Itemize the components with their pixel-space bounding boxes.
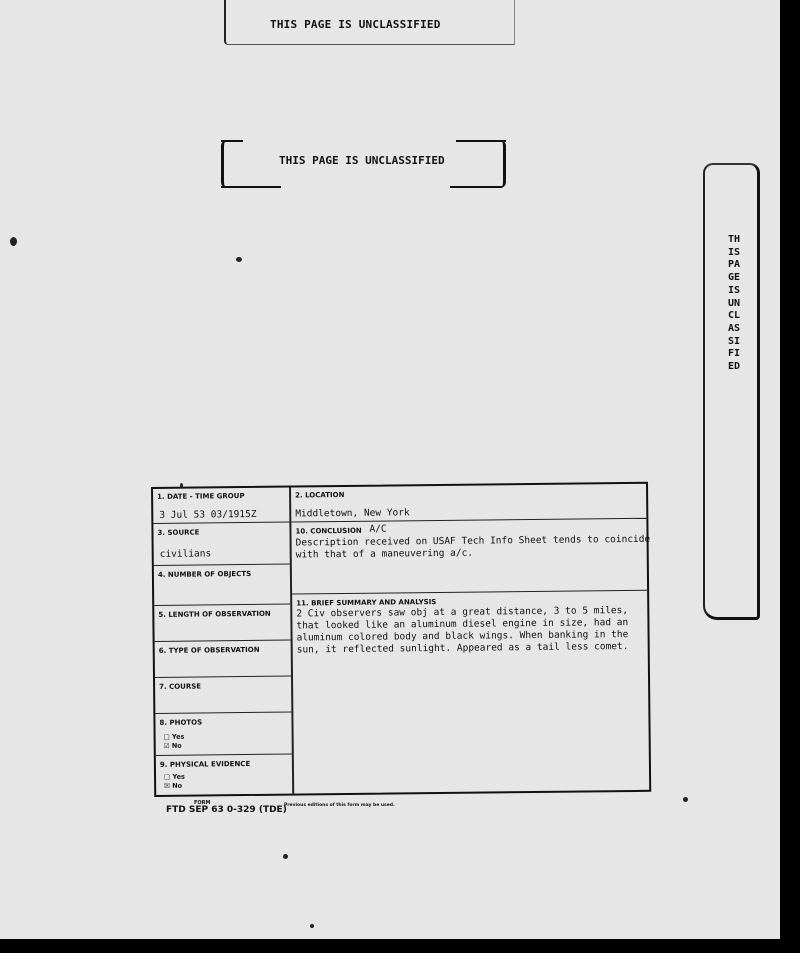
number-objects-label: 4. NUMBER OF OBJECTS [157, 569, 252, 579]
source-label: 3. SOURCE [157, 528, 200, 537]
cell-type-observation [155, 642, 291, 678]
photos-label: 8. PHOTOS [159, 718, 203, 727]
cell-summary [292, 592, 649, 792]
cell-source [153, 524, 289, 566]
form-left-column [153, 488, 294, 795]
summary-label: 11. BRIEF SUMMARY AND ANALYSIS [296, 598, 437, 608]
form-word: FORM [194, 800, 211, 806]
speck [180, 483, 183, 488]
photos-no-checkbox: ☑ No [163, 741, 182, 750]
date-time-label: 1. DATE - TIME GROUP [157, 492, 245, 501]
course-label: 7. COURSE [159, 682, 202, 691]
speck [10, 237, 17, 246]
cell-conclusion [291, 520, 651, 595]
summary-text: 2 Civ observers saw obj at a great distance, 3 to 5 miles, that looked like an aluminum diesel engine in size, had an aluminum colored body and black wings. When banking in the sun, it reflected sunlight. Appeared as a tail less comet. [296, 605, 629, 656]
location-value: Middletown, New York [295, 507, 410, 520]
cell-physical-evidence [156, 756, 292, 793]
physical-evidence-label: 9. PHYSICAL EVIDENCE [159, 759, 251, 769]
cell-photos [155, 714, 291, 756]
side-bracket [703, 163, 760, 620]
date-time-value: 3 Jul 53 03/1915Z [159, 508, 257, 521]
speck [236, 257, 242, 262]
cell-location [291, 484, 646, 523]
length-observation-label: 5. LENGTH OF OBSERVATION [158, 609, 271, 619]
speck [683, 797, 688, 802]
location-label: 2. LOCATION [295, 490, 345, 500]
stamp-edge [221, 186, 281, 188]
stamp-classification: THIS PAGE IS UNCLASSIFIED [279, 154, 445, 167]
cell-course [155, 678, 291, 714]
conclusion-label: 10. CONCLUSION [295, 526, 362, 536]
source-value: civilians [159, 548, 212, 560]
scan-edge-bottom [0, 939, 800, 953]
speck [283, 854, 288, 859]
top-classification: THIS PAGE IS UNCLASSIFIED [270, 18, 441, 31]
speck [310, 924, 314, 928]
report-form [151, 482, 651, 797]
evidence-yes-checkbox: □ Yes [163, 772, 185, 781]
scan-edge-right [780, 0, 800, 953]
form-note: Previous editions of this form may be used. [284, 803, 395, 808]
side-classification: THIS PAGE IS UNCLASSIFIED [727, 234, 741, 373]
photos-yes-checkbox: □ Yes [163, 732, 185, 741]
cell-number-objects [154, 566, 290, 606]
conclusion-value: A/C [369, 523, 387, 535]
stamp-edge [450, 186, 502, 188]
evidence-no-checkbox: ☒ No [164, 781, 183, 790]
form-id: FTD SEP 63 0-329 (TDE) [166, 805, 287, 815]
cell-length-observation [154, 606, 290, 642]
type-observation-label: 6. TYPE OF OBSERVATION [158, 645, 260, 655]
cell-date-time [153, 488, 289, 524]
conclusion-text: Description received on USAF Tech Info Sheet tends to coincide with that of a maneuvering a/c. [295, 533, 651, 561]
